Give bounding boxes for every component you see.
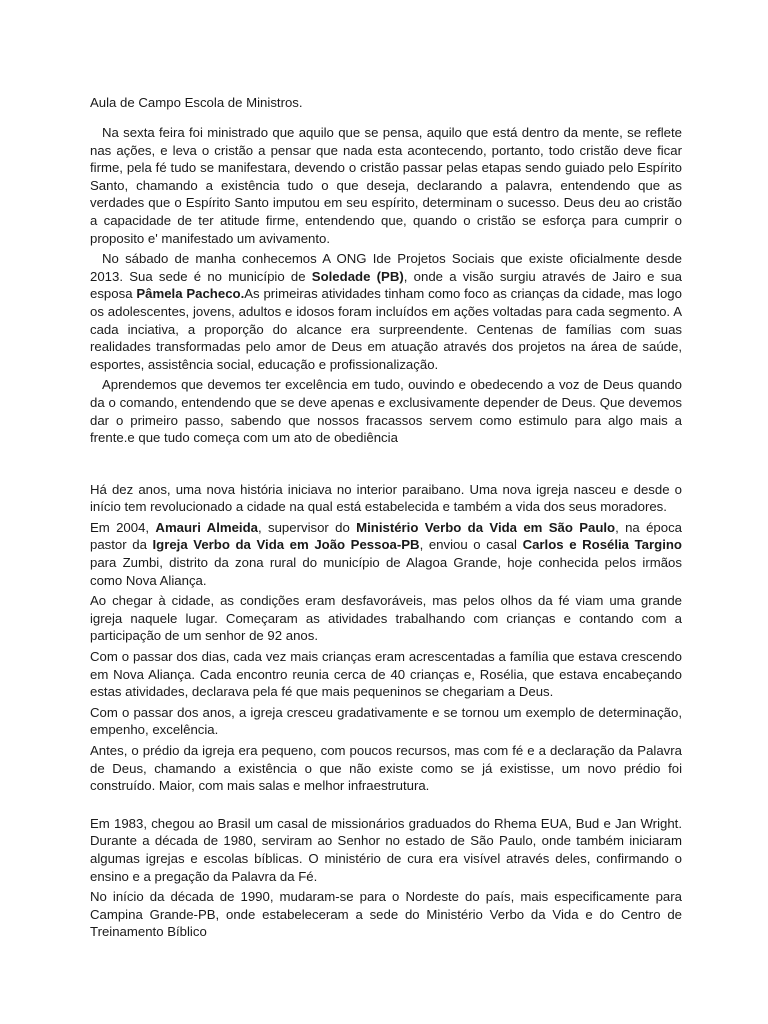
paragraph-friday: Na sexta feira foi ministrado que aquilo que se pensa, aquilo que está dentro da mente, se reflete nas ações, e leva o cristão a pensar que nada esta acontecendo, portanto, todo cristão deve ficar firme, pela fé tudo se manifestara, devendo o cristão passar pelas etapas sendo guiado pelo Espírito Santo, chamando a existência tudo o que deseja, declarando a palavra, entendendo que as verdades que o Espírito Santo imputou em seu espírito, determinam o sucesso. Deus deu ao cristão a capacidade de ter atitude firme, entendendo que, quando o cristão se esforça para cumprir o proposito e' manifestado um avivamento.	[90, 125, 682, 246]
bold-text: Igreja Verbo da Vida em João Pessoa-PB	[152, 537, 420, 553]
paragraph-building: Antes, o prédio da igreja era pequeno, com poucos recursos, mas com fé e a declaração da Palavra de Deus, chamando a existência o que não existe como se já existisse, um novo prédio foi construído. Maior, com mais salas e melhor infraestrutura.	[90, 743, 682, 794]
paragraph-children: Com o passar dos dias, cada vez mais crianças eram acrescentadas a família que estava crescendo em Nova Aliança. Cada encontro reunia cerca de 40 crianças e, Rosélia, que estava encabeçando estas atividades, declarava pela fé que mais pequeninos se chegariam a Deus.	[90, 649, 682, 700]
paragraph-1983: Em 1983, chegou ao Brasil um casal de missionários graduados do Rhema EUA, Bud e Jan Wright. Durante a década de 1980, serviram ao Senhor no estado de São Paulo, onde também iniciaram algumas igrejas e escolas bíblicas. O ministério de cura era visível através deles, confirmando o ensino e a pregação da Palavra da Fé.	[90, 815, 682, 884]
document-title: Aula de Campo Escola de Ministros.	[90, 95, 303, 110]
paragraph-learned: Aprendemos que devemos ter excelência em tudo, ouvindo e obedecendo a voz de Deus quando da o comando, entendendo que se deve apenas e exclusivamente depender de Deus. Que devemos dar o primeiro passo, sabendo que nossos fracassos servem como estimulo para algo mais a frente.e que tudo começa com um ato de obediência	[90, 377, 682, 446]
bold-text: Pâmela Pacheco.	[136, 286, 245, 302]
paragraph-ten-years: Há dez anos, uma nova história iniciava no interior paraibano. Uma nova igreja nasceu e desde o início tem revolucionado a cidade na qual está estabelecida e também a vida dos seus moradores.	[90, 481, 682, 515]
paragraph-growth: Com o passar dos anos, a igreja cresceu gradativamente e se tornou um exemplo de determinação, empenho, excelência.	[90, 704, 682, 738]
paragraph-saturday: No sábado de manha conhecemos A ONG Ide Projetos Sociais que existe oficialmente desde 2013. Sua sede é no município de Soledade (PB), onde a visão surgiu através de Jairo e sua esposa Pâmela Pacheco.As primeiras atividades tinham como foco as crianças da cidade, mas logo os adolescentes, jovens, adultos e idosos foram incluídos em ações voltadas para cada segmento. A cada inciativa, a proporção do alcance era surpreendente. Centenas de famílias com suas realidades transformadas pelo amor de Deus em atuação através dos projetos na área de saúde, esportes, assistência social, educação e profissionalização.	[90, 251, 682, 372]
paragraph-2004: Em 2004, Amauri Almeida, supervisor do Ministério Verbo da Vida em São Paulo, na época pastor da Igreja Verbo da Vida em João Pessoa-PB, enviou o casal Carlos e Rosélia Targino para Zumbi, distrito da zona rural do município de Alagoa Grande, hoje conhecida pelos irmãos como Nova Aliança.	[90, 519, 683, 588]
bold-text: Soledade (PB)	[311, 268, 404, 284]
bold-text: Carlos e Rosélia Targino	[522, 537, 682, 553]
bold-text: Amauri Almeida	[155, 519, 258, 535]
paragraph-arrival: Ao chegar à cidade, as condições eram desfavoráveis, mas pelos olhos da fé viam uma grande igreja naquele lugar. Começaram as atividades trabalhando com crianças e contando com a participação de um senhor de 92 anos.	[90, 593, 682, 644]
paragraph-1990: No início da década de 1990, mudaram-se para o Nordeste do país, mais especificamente para Campina Grande-PB, onde estabeleceram a sede do Ministério Verbo da Vida e do Centro de Treinamento Bíblico	[90, 889, 682, 940]
bold-text: Ministério Verbo da Vida em São Paulo	[356, 519, 616, 535]
